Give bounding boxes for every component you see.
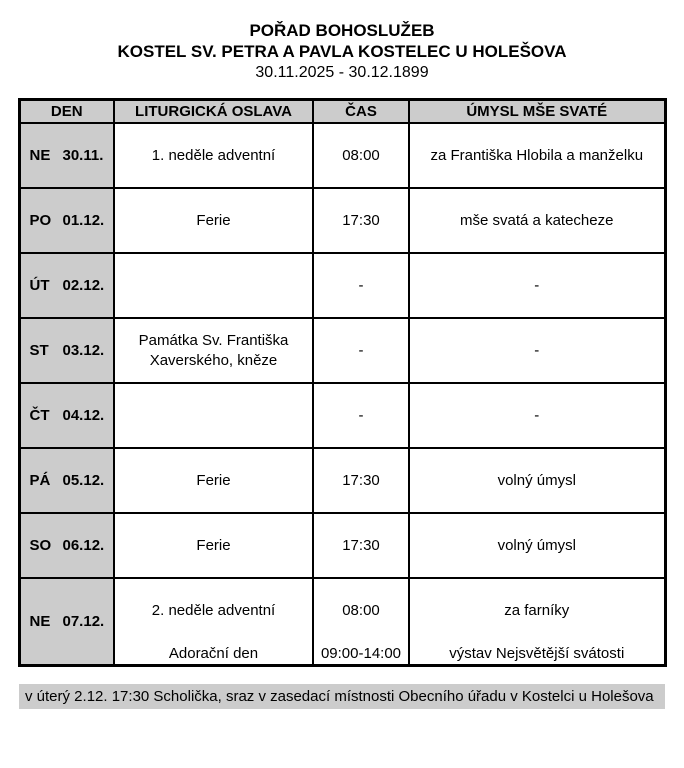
intention-cell: - (409, 253, 665, 318)
title-block (0, 0, 684, 83)
intention-cell: - (409, 383, 665, 448)
time-cell: 08:00 (313, 123, 409, 188)
intention-secondary: výstav Nejsvětější svátosti (449, 645, 625, 662)
celebration-cell (114, 253, 313, 318)
day-cell (19, 318, 114, 383)
intention-cell: volný úmysl (409, 513, 665, 578)
table-row (19, 513, 665, 578)
day-cell (19, 253, 114, 318)
table-row (19, 253, 665, 318)
time-primary: 08:00 (342, 601, 380, 619)
time-cell: 17:30 (313, 513, 409, 578)
celebration-cell: Ferie (114, 188, 313, 253)
church-name: KOSTEL SV. PETRA A PAVLA KOSTELEC U HOLEŠOVA (117, 42, 567, 61)
intention-cell: mše svatá a katecheze (409, 188, 665, 253)
time-cell: - (313, 253, 409, 318)
column-header-umysl-mse-svate: ÚMYSL MŠE SVATÉ (409, 100, 665, 124)
table-row (19, 318, 665, 383)
celebration-cell: Ferie (114, 448, 313, 513)
table-body (19, 123, 665, 666)
intention-primary: za farníky (504, 601, 570, 619)
day-date: 01.12. (62, 212, 105, 229)
day-abbr: NE (29, 613, 51, 630)
day-abbr: ČT (29, 407, 50, 424)
time-cell: 17:30 (313, 448, 409, 513)
intention-cell: za Františka Hlobila a manželku (409, 123, 665, 188)
day-abbr: ÚT (29, 277, 50, 294)
time-cell (313, 578, 409, 666)
celebration-cell: Památka Sv. Františka Xaverského, kněze (114, 318, 313, 383)
day-cell (19, 513, 114, 578)
day-cell (19, 188, 114, 253)
celebration-secondary: Adorační den (168, 645, 259, 662)
intention-cell (409, 578, 665, 666)
time-cell: - (313, 318, 409, 383)
header-row (19, 100, 665, 124)
celebration-cell: 1. neděle adventní (114, 123, 313, 188)
footer-note: v úterý 2.12. 17:30 Scholička, sraz v zasedací místnosti Obecního úřadu v Kostelci u Holešova (19, 684, 665, 709)
day-cell (19, 383, 114, 448)
table-row (19, 188, 665, 253)
table-row (19, 383, 665, 448)
day-abbr: NE (29, 147, 51, 164)
day-date: 07.12. (62, 613, 105, 630)
schedule-table (18, 98, 667, 667)
table-row (19, 448, 665, 513)
day-date: 03.12. (62, 342, 105, 359)
celebration-cell (114, 383, 313, 448)
day-date: 04.12. (62, 407, 105, 424)
celebration-cell: Ferie (114, 513, 313, 578)
intention-cell: volný úmysl (409, 448, 665, 513)
day-cell (19, 448, 114, 513)
day-date: 02.12. (62, 277, 105, 294)
celebration-primary: 2. neděle adventní (151, 601, 276, 619)
column-header-liturgicka-oslava: LITURGICKÁ OSLAVA (114, 100, 313, 124)
date-range: 30.11.2025 - 30.12.1899 (255, 64, 429, 81)
table-row (19, 123, 665, 188)
day-abbr: PO (29, 212, 52, 229)
page-title: POŘAD BOHOSLUŽEB (249, 21, 435, 40)
day-cell (19, 578, 114, 666)
day-date: 05.12. (62, 472, 105, 489)
time-secondary: 09:00-14:00 (320, 645, 402, 662)
celebration-cell (114, 578, 313, 666)
day-abbr: SO (29, 537, 52, 554)
table-row (19, 578, 665, 666)
column-header-cas: ČAS (313, 100, 409, 124)
time-cell: 17:30 (313, 188, 409, 253)
day-date: 06.12. (62, 537, 105, 554)
intention-cell: - (409, 318, 665, 383)
table-header (19, 100, 665, 124)
day-abbr: ST (29, 342, 49, 359)
day-date: 30.11. (62, 147, 104, 164)
day-abbr: PÁ (29, 472, 51, 489)
column-header-den: DEN (19, 100, 114, 124)
day-cell (19, 123, 114, 188)
time-cell: - (313, 383, 409, 448)
